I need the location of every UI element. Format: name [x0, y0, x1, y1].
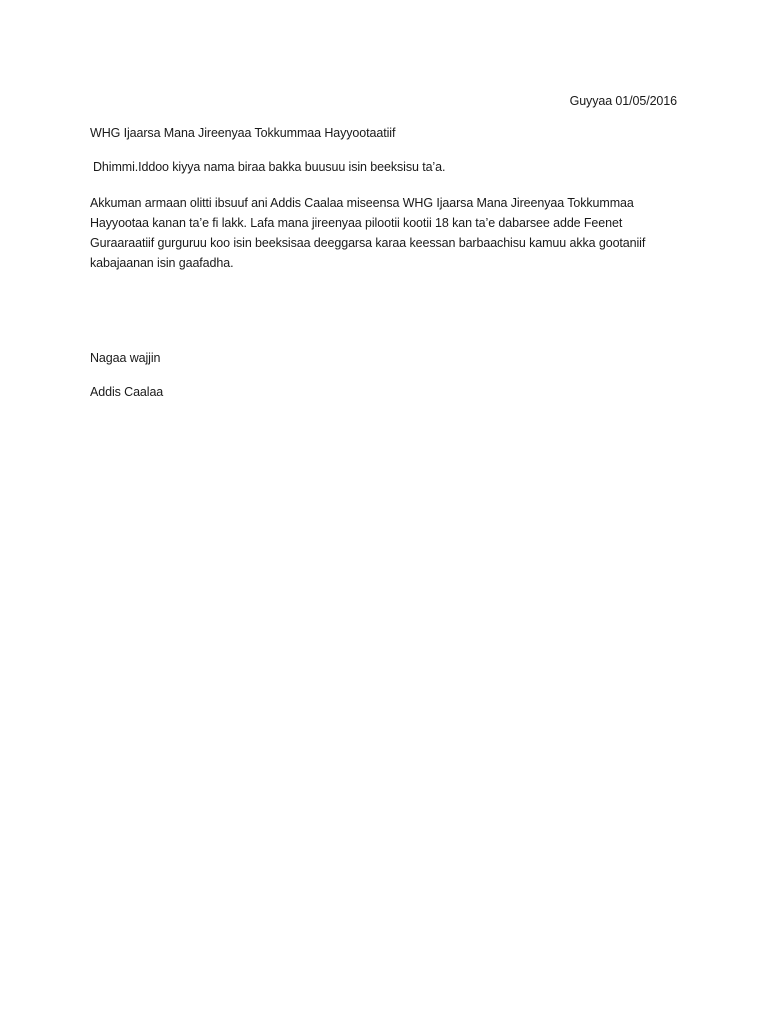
letter-closing: Nagaa wajjin [90, 351, 161, 365]
body-line: Guraaraatiif gurguruu koo isin beeksisaa deeggarsa karaa keessan barbaachisu kamuu akka gootaniif [90, 236, 646, 250]
body-line: Hayyootaa kanan ta’e fi lakk. Lafa mana jireenyaa pilootii kootii 18 kan ta’e dabarsee adde Feenet [90, 216, 623, 230]
letter-recipient: WHG Ijaarsa Mana Jireenyaa Tokkummaa Hayyootaatiif [90, 126, 396, 140]
letter-signature: Addis Caalaa [90, 385, 164, 399]
body-line: kabajaanan isin gaafadha. [90, 256, 234, 270]
letter-subject: Dhimmi.Iddoo kiyya nama biraa bakka buusuu isin beeksisu ta’a. [93, 160, 446, 174]
letter-body [90, 193, 680, 273]
body-line: Akkuman armaan olitti ibsuuf ani Addis Caalaa miseensa WHG Ijaarsa Mana Jireenyaa Tokkummaa [90, 196, 634, 210]
letter-date: Guyyaa 01/05/2016 [569, 94, 677, 108]
